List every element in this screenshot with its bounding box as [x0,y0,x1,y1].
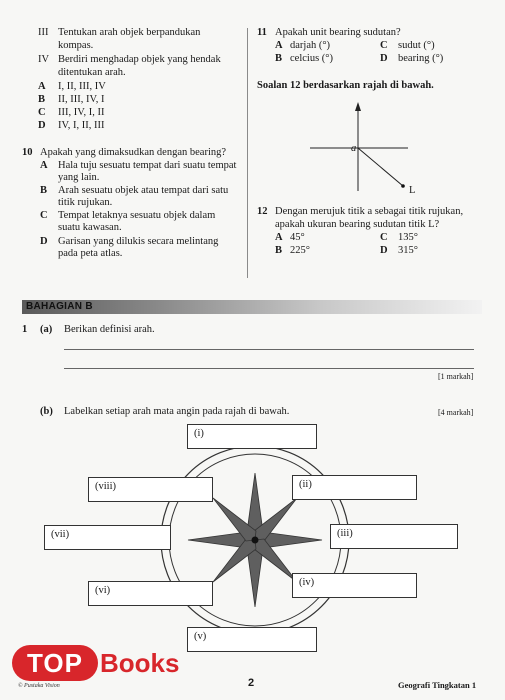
label-box-iv[interactable]: (iv) [292,573,417,598]
q11-opt-a: darjah (°) [290,40,331,51]
q1-number: 1 [22,324,28,335]
q12-number: 12 [257,206,268,217]
q10-number: 10 [22,147,33,158]
diagram-point-a: a [351,143,357,154]
q12-line2: apakah ukuran bearing sudutan titik L? [275,219,440,230]
opt-text-d: IV, I, II, III [58,120,105,131]
item-iv-text-2: ditentukan arah. [58,67,126,78]
bearing-diagram [300,96,420,201]
section-b-header [22,300,482,314]
opt-text-b: II, III, IV, I [58,94,105,105]
q1a-part: (a) [40,324,53,335]
q10-opt-letter-a: A [40,160,48,171]
q12-opt-letter-c: C [380,232,388,243]
opt-letter-a: A [38,81,46,92]
q10-opt-letter-d: D [40,236,48,247]
q11-number: 11 [257,27,267,38]
q12-line1: Dengan merujuk titik a sebagai titik rujukan, [275,206,464,217]
label-box-v[interactable]: (v) [187,627,317,652]
q1b-text: Labelkan setiap arah mata angin pada rajah di bawah. [64,406,290,417]
item-iv-num: IV [38,54,50,65]
q12-opt-c: 135° [398,232,418,243]
q11-opt-c: sudut (°) [398,40,435,51]
q11-opt-letter-b: B [275,53,283,64]
q10-opt-letter-c: C [40,210,48,221]
opt-letter-d: D [38,120,46,131]
item-iii-text-2: kompas. [58,40,94,51]
book-title: Geografi Tingkatan 1 [398,680,477,690]
q11-opt-letter-a: A [275,40,283,51]
label-box-i[interactable]: (i) [187,424,317,449]
q12-opt-a: 45° [290,232,305,243]
opt-letter-b: B [38,94,46,105]
q10-opt-c-line2: suatu kawasan. [58,222,122,233]
q10-opt-a-line2: yang lain. [58,172,100,183]
label-box-iii[interactable]: (iii) [330,524,458,549]
q12-opt-d: 315° [398,245,418,256]
page-number: 2 [248,677,255,689]
q10-opt-letter-b: B [40,185,48,196]
q11-opt-letter-d: D [380,53,388,64]
q12-opt-letter-d: D [380,245,388,256]
opt-text-c: III, IV, I, II [58,107,105,118]
opt-letter-c: C [38,107,46,118]
opt-text-a: I, II, III, IV [58,81,106,92]
q11-opt-d: bearing (°) [398,53,444,64]
publisher-credit: © Pustaka Vision [18,683,60,689]
q10-question: Apakah yang dimaksudkan dengan bearing? [40,147,227,158]
item-iii-text: Tentukan arah objek berpandukan [58,27,201,38]
north-arrow-icon [355,102,361,111]
item-iv-text: Berdiri menghadap objek yang hendak [58,54,221,65]
diagram-point-l: L [409,185,416,196]
point-l-dot [401,184,405,188]
q12-opt-letter-a: A [275,232,283,243]
q12-heading: Soalan 12 berdasarkan rajah di bawah. [257,80,434,91]
q10-opt-d-line2: pada peta atlas. [58,248,123,259]
q11-question: Apakah unit bearing sudutan? [275,27,401,38]
label-box-vi[interactable]: (vi) [88,581,213,606]
q1a-marks: [1 markah] [438,372,474,381]
section-b-title: BAHAGIAN B [26,301,93,312]
label-box-ii[interactable]: (ii) [292,475,417,500]
answer-line-2[interactable] [64,368,474,369]
q12-opt-letter-b: B [275,245,283,256]
q10-opt-b-line1: Arah sesuatu objek atau tempat dari satu [58,185,229,196]
q10-opt-d-line1: Garisan yang dilukis secara melintang [58,236,219,247]
label-box-vii[interactable]: (vii) [44,525,171,550]
compass-center-dot [252,537,259,544]
q10-opt-a-line1: Hala tuju sesuatu tempat dari suatu tempat [58,160,237,171]
q11-opt-letter-c: C [380,40,388,51]
logo-books-text: Books [100,648,180,678]
q10-opt-c-line1: Tempat letaknya sesuatu objek dalam [58,210,216,221]
q1a-text: Berikan definisi arah. [64,324,155,335]
label-box-viii[interactable]: (viii) [88,477,213,502]
q1b-part: (b) [40,406,53,417]
compass-rose [160,445,350,635]
topbooks-logo [12,645,192,695]
logo-top-text: TOP [12,645,98,681]
bearing-line [358,148,403,186]
item-iii-num: III [38,27,49,38]
column-divider [247,28,248,278]
answer-line-1[interactable] [64,349,474,350]
q11-opt-b: celcius (°) [290,53,333,64]
q12-opt-b: 225° [290,245,310,256]
q1b-marks: [4 markah] [438,408,474,417]
q10-opt-b-line2: titik rujukan. [58,197,113,208]
